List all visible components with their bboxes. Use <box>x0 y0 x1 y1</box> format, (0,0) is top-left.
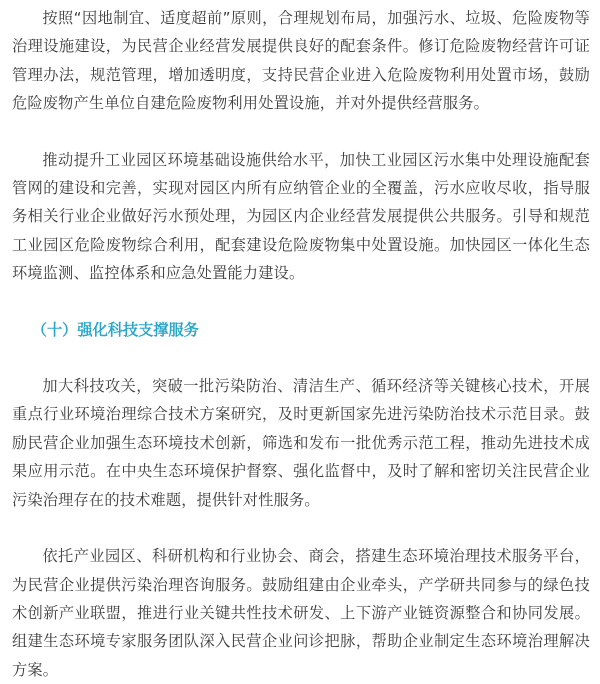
paragraph-waste-facilities: 按照“因地制宜、适度超前”原则，合理规划布局，加强污水、垃圾、危险废物等治理设施建设，为民营企业经营发展提供良好的配套条件。修订危险废物经营许可证管理办法，规范管理，增加透明度，支持民营企业进入危险废物利用处置市场，鼓励危险废物产生单位自建危险废物利用处置设施，并对外提供经营服务。 <box>12 9 590 113</box>
paragraph-industrial-parks: 推动提升工业园区环境基础设施供给水平，加快工业园区污水集中处理设施配套管网的建设和完善，实现对园区内所有应纳管企业的全覆盖，污水应收尽收，指导服务相关行业企业做好污水预处理，为园区内企业经营发展提供公共服务。引导和规范工业园区危险废物综合利用，配套建设危险废物集中处置设施。加快园区一体化生态环境监测、监控体系和应急处置能力建设。 <box>12 150 590 283</box>
section-heading: （十）强化科技支撑服务 <box>31 320 199 339</box>
paragraph-spacer <box>12 514 590 542</box>
paragraph-spacer <box>12 288 590 316</box>
paragraph-service-platform: 依托产业园区、科研机构和行业协会、商会，搭建生态环境治理技术服务平台，为民营企业提供污染治理咨询服务。鼓励组建由企业牵头，产学研共同参与的绿色技术创新产业联盟，推进行业关键共性技术研发、上下游产业链资源整合和协同发展。组建生态环境专家服务团队深入民营企业问诊把脉，帮助企业制定生态环境治理解决方案。 <box>12 547 590 679</box>
paragraph-spacer <box>12 344 590 372</box>
article-body <box>12 4 590 684</box>
paragraph-spacer <box>12 118 590 146</box>
paragraph-tech-research: 加大科技攻关，突破一批污染防治、清洁生产、循环经济等关键核心技术，开展重点行业环境治理综合技术方案研究，及时更新国家先进污染防治技术示范目录。鼓励民营企业加强生态环境技术创新，筛选和发布一批优秀示范工程，推动先进技术成果应用示范。在中央生态环境保护督察、强化监督中，及时了解和密切关注民营企业污染治理存在的技术难题，提供针对性服务。 <box>12 377 590 509</box>
